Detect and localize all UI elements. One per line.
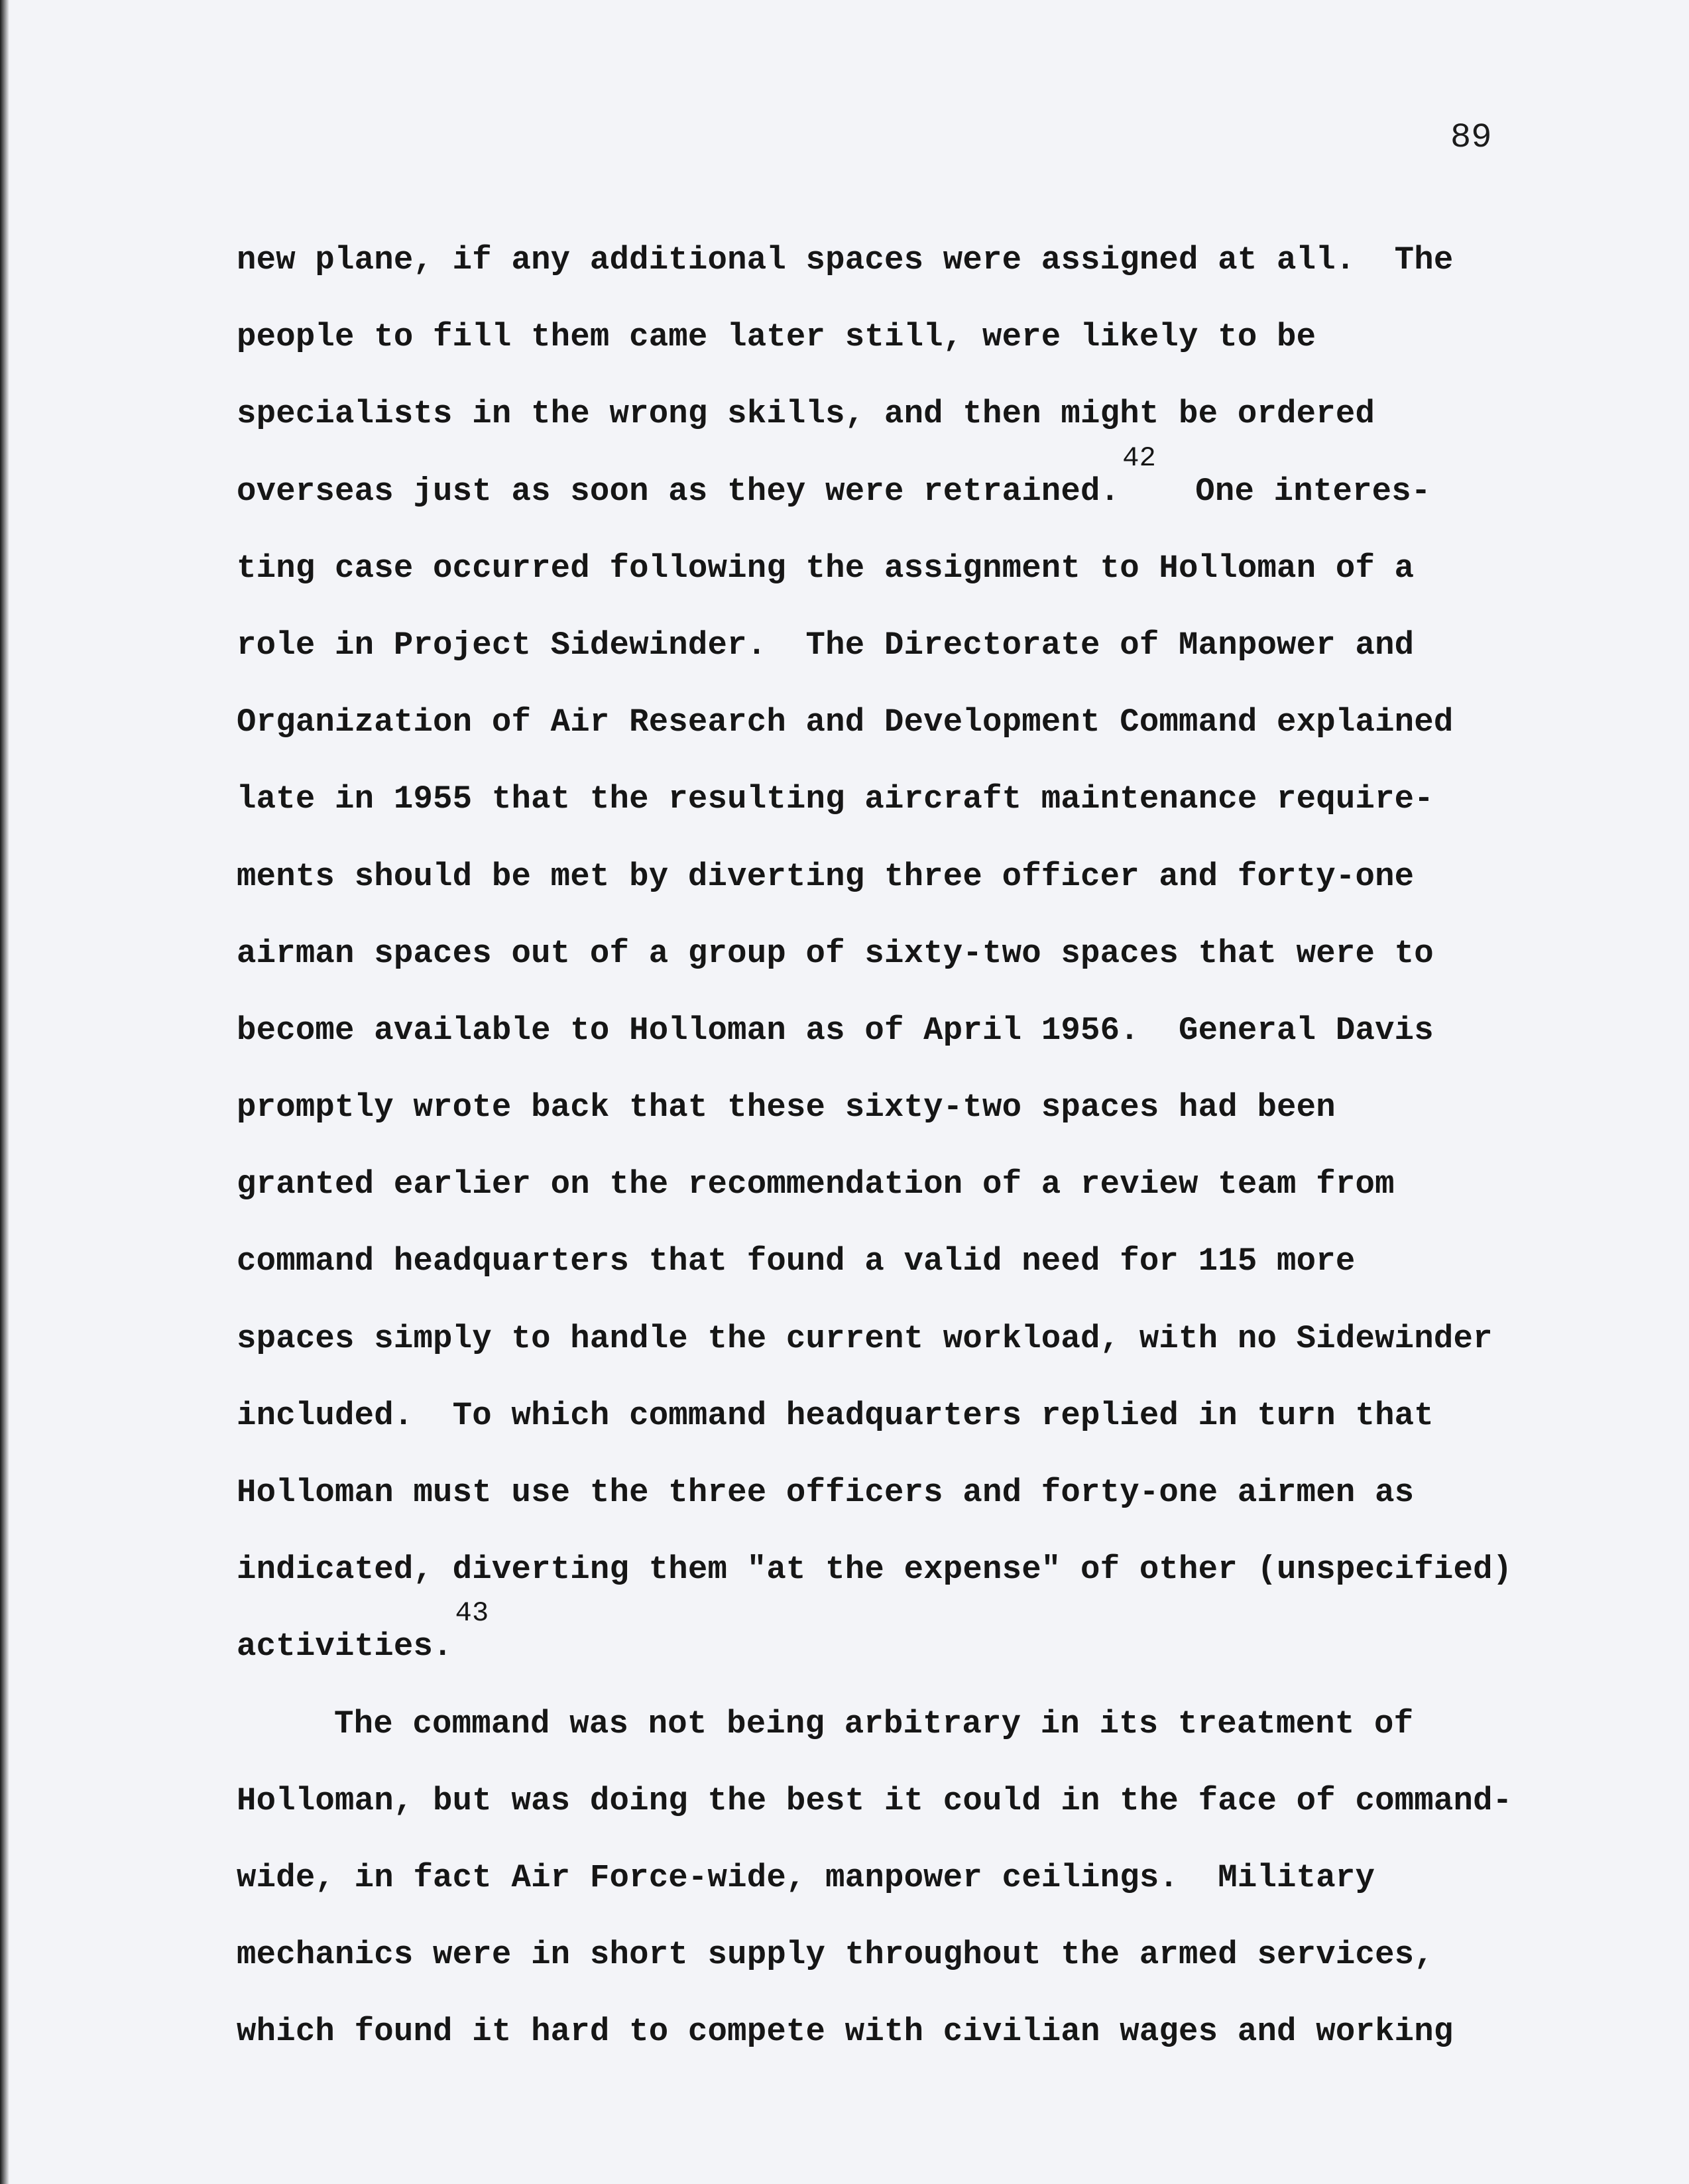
text-line: people to fill them came later still, were likely to be [237,318,1316,356]
text-line: specialists in the wrong skills, and then might be ordered [237,395,1375,433]
text-line: which found it hard to compete with civilian wages and working [237,2013,1454,2051]
text-line: late in 1955 that the resulting aircraft maintenance require- [237,780,1434,818]
text-line: become available to Holloman as of April 1956. General Davis [237,1011,1434,1049]
text-line: spaces simply to handle the current workload, with no Sidewinder [237,1319,1493,1357]
text-line: wide, in fact Air Force-wide, manpower ceilings. Military [237,1858,1375,1896]
text-line: promptly wrote back that these sixty-two spaces had been [237,1089,1336,1126]
paragraph [237,233,1512,1697]
paragraph [237,1697,1512,2083]
text-line: ting case occurred following the assignment to Holloman of a [237,549,1415,587]
text-line: ments should be met by diverting three officer and forty-one [237,857,1415,895]
text-segment: One interes- [1156,472,1431,510]
text-line: Holloman, but was doing the best it could in the face of command- [237,1782,1513,1819]
text-line: new plane, if any additional spaces were assigned at all. The [237,241,1454,278]
text-line: command headquarters that found a valid need for 115 more [237,1243,1356,1280]
text-line [237,442,1512,542]
text-line: mechanics were in short supply throughout the armed services, [237,1936,1434,1974]
text-line: airman spaces out of a group of sixty-two spaces that were to [237,934,1434,972]
text-segment: activities. [237,1628,453,1666]
text-segment: overseas just as soon as they were retrained. [237,472,1120,510]
text-line: role in Project Sidewinder. The Directorate of Manpower and [237,626,1415,664]
text-line [237,1597,1512,1697]
scan-edge-shadow [0,0,9,2184]
footnote-reference: 43 [455,1597,489,1630]
page-number: 89 [1450,118,1492,157]
text-line: Organization of Air Research and Development Command explained [237,703,1454,741]
footnote-reference: 42 [1122,442,1157,474]
text-line: Holloman must use the three officers and forty-one airmen as [237,1474,1415,1511]
text-line: indicated, diverting them "at the expense" of other (unspecified) [237,1551,1513,1589]
text-line: The command was not being arbitrary in its treatment of [334,1705,1414,1742]
body-text [237,233,1512,2083]
text-line: included. To which command headquarters replied in turn that [237,1396,1434,1434]
text-line: granted earlier on the recommendation of a review team from [237,1166,1395,1203]
